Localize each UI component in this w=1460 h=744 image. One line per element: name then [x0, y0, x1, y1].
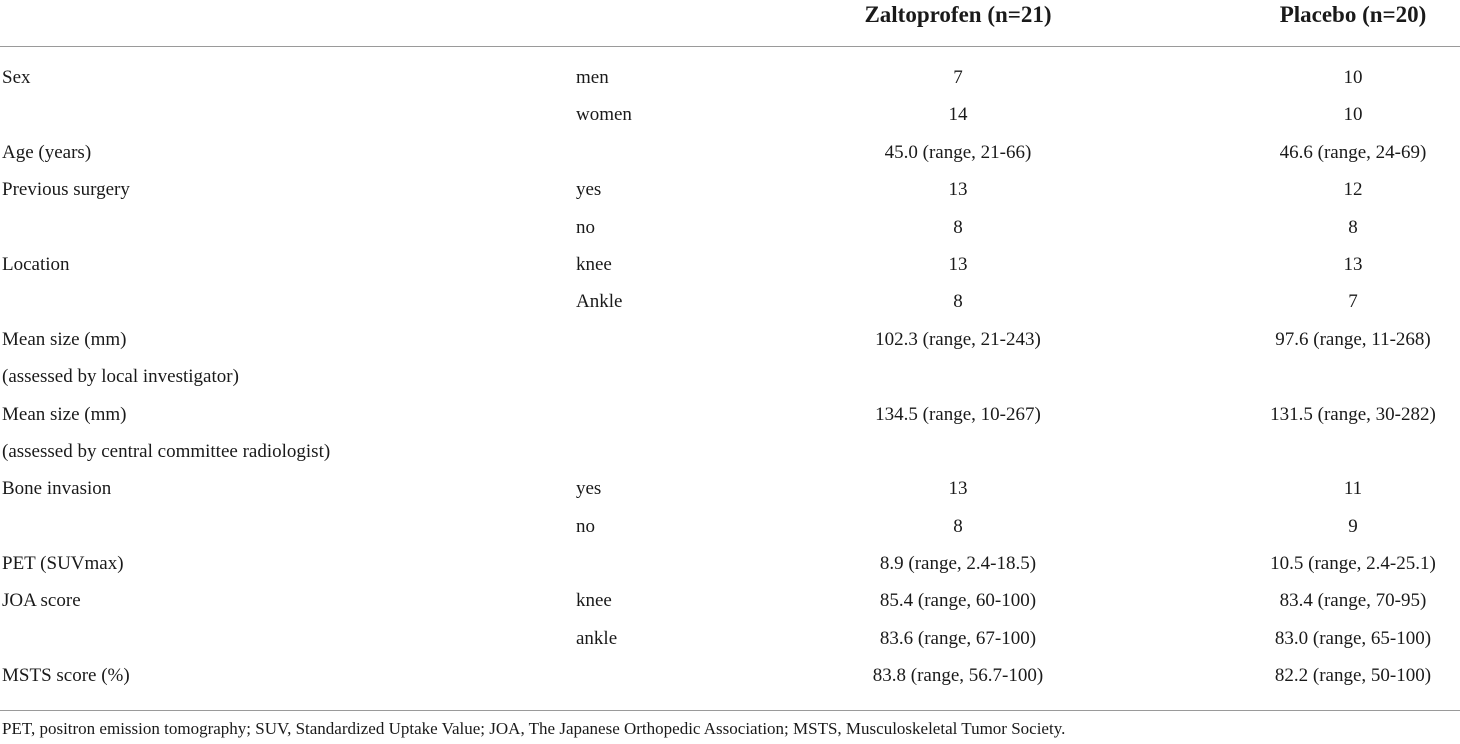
row-label: Bone invasion: [2, 478, 112, 500]
placebo-value: 7: [1348, 291, 1358, 313]
placebo-value: 97.6 (range, 11-268): [1275, 328, 1431, 350]
placebo-value: 12: [1343, 179, 1363, 201]
placebo-value: 13: [1343, 253, 1363, 275]
table-row: [0, 508, 1460, 545]
table-row: [0, 209, 1460, 246]
zaltoprofen-value: 8.9 (range, 2.4-18.5): [879, 553, 1037, 575]
zaltoprofen-value: 83.6 (range, 67-100): [879, 627, 1037, 649]
row-label: (assessed by local investigator): [2, 366, 239, 388]
row-label: Location: [2, 253, 70, 275]
header-zaltoprofen: Zaltoprofen (n=21): [864, 2, 1052, 27]
table-row: [0, 59, 1460, 96]
zaltoprofen-value: 13: [948, 478, 968, 500]
table-row: [0, 582, 1460, 619]
zaltoprofen-value: 7: [953, 67, 963, 88]
zaltoprofen-value: [830, 358, 1086, 395]
zaltoprofen-value: 8: [953, 291, 963, 313]
placebo-value: 8: [1348, 216, 1358, 238]
zaltoprofen-value: 85.4 (range, 60-100): [879, 590, 1037, 612]
header-placebo: Placebo (n=20): [1279, 2, 1427, 27]
placebo-value: 83.4 (range, 70-95): [1279, 590, 1427, 612]
placebo-value: 10: [1343, 67, 1363, 88]
placebo-value: [1238, 358, 1460, 395]
table-row: [0, 545, 1460, 582]
zaltoprofen-value: 134.5 (range, 10-267): [875, 403, 1041, 425]
table-row: [0, 96, 1460, 133]
zaltoprofen-value: 83.8 (range, 56.7-100): [872, 665, 1044, 687]
row-subgroup: no: [576, 216, 595, 238]
zaltoprofen-value: 8: [953, 216, 963, 238]
zaltoprofen-value: 8: [953, 515, 963, 537]
table-row: [0, 134, 1460, 171]
zaltoprofen-value: 45.0 (range, 21-66): [884, 141, 1032, 163]
row-subgroup: women: [576, 104, 632, 126]
row-label: JOA score: [2, 590, 81, 612]
row-subgroup: knee: [576, 253, 612, 275]
placebo-value: 83.0 (range, 65-100): [1274, 627, 1432, 649]
table-row: [0, 620, 1460, 657]
table-row: [0, 396, 1460, 433]
placebo-value: 82.2 (range, 50-100): [1274, 665, 1432, 687]
placebo-value: 10: [1343, 104, 1363, 126]
row-subgroup: men: [576, 67, 609, 88]
table-header-row: [0, 0, 1460, 47]
row-subgroup: no: [576, 515, 595, 537]
row-subgroup: yes: [576, 478, 602, 500]
row-label: Age (years): [2, 141, 92, 163]
placebo-value: 131.5 (range, 30-282): [1270, 403, 1436, 425]
zaltoprofen-value: 14: [948, 104, 968, 126]
placebo-value: 46.6 (range, 24-69): [1279, 141, 1427, 163]
table-bottom-rule: [0, 710, 1460, 711]
row-label: PET (SUVmax): [2, 553, 124, 575]
row-label: Previous surgery: [2, 179, 130, 201]
table-footnote: PET, positron emission tomography; SUV, Standardized Uptake Value; JOA, The Japanese Orthopedic Association; MSTS, Musculoskeletal Tumor Society.: [2, 719, 1066, 738]
placebo-value: 10.5 (range, 2.4-25.1): [1270, 553, 1436, 575]
row-label: MSTS score (%): [2, 665, 130, 687]
row-subgroup: ankle: [576, 627, 618, 649]
table-row: [0, 171, 1460, 208]
row-label: Mean size (mm): [2, 328, 127, 350]
row-label: Sex: [2, 67, 31, 88]
table-row: [0, 321, 1460, 358]
row-label: (assessed by central committee radiologist): [2, 440, 331, 462]
table-row: [0, 283, 1460, 320]
placebo-value: 9: [1348, 515, 1358, 537]
placebo-value: [1238, 433, 1460, 470]
zaltoprofen-value: 13: [948, 179, 968, 201]
row-subgroup: Ankle: [576, 291, 623, 313]
table-row: [0, 470, 1460, 507]
zaltoprofen-value: [830, 433, 1086, 470]
table-row: [0, 358, 1460, 395]
table-row: [0, 433, 1460, 470]
placebo-value: 11: [1343, 478, 1363, 500]
table-row: [0, 246, 1460, 283]
row-subgroup: yes: [576, 179, 602, 201]
row-label: Mean size (mm): [2, 403, 127, 425]
zaltoprofen-value: 13: [948, 253, 968, 275]
table-row: [0, 657, 1460, 694]
table-body: [0, 47, 1460, 695]
zaltoprofen-value: 102.3 (range, 21-243): [875, 328, 1041, 350]
row-subgroup: knee: [576, 590, 612, 612]
